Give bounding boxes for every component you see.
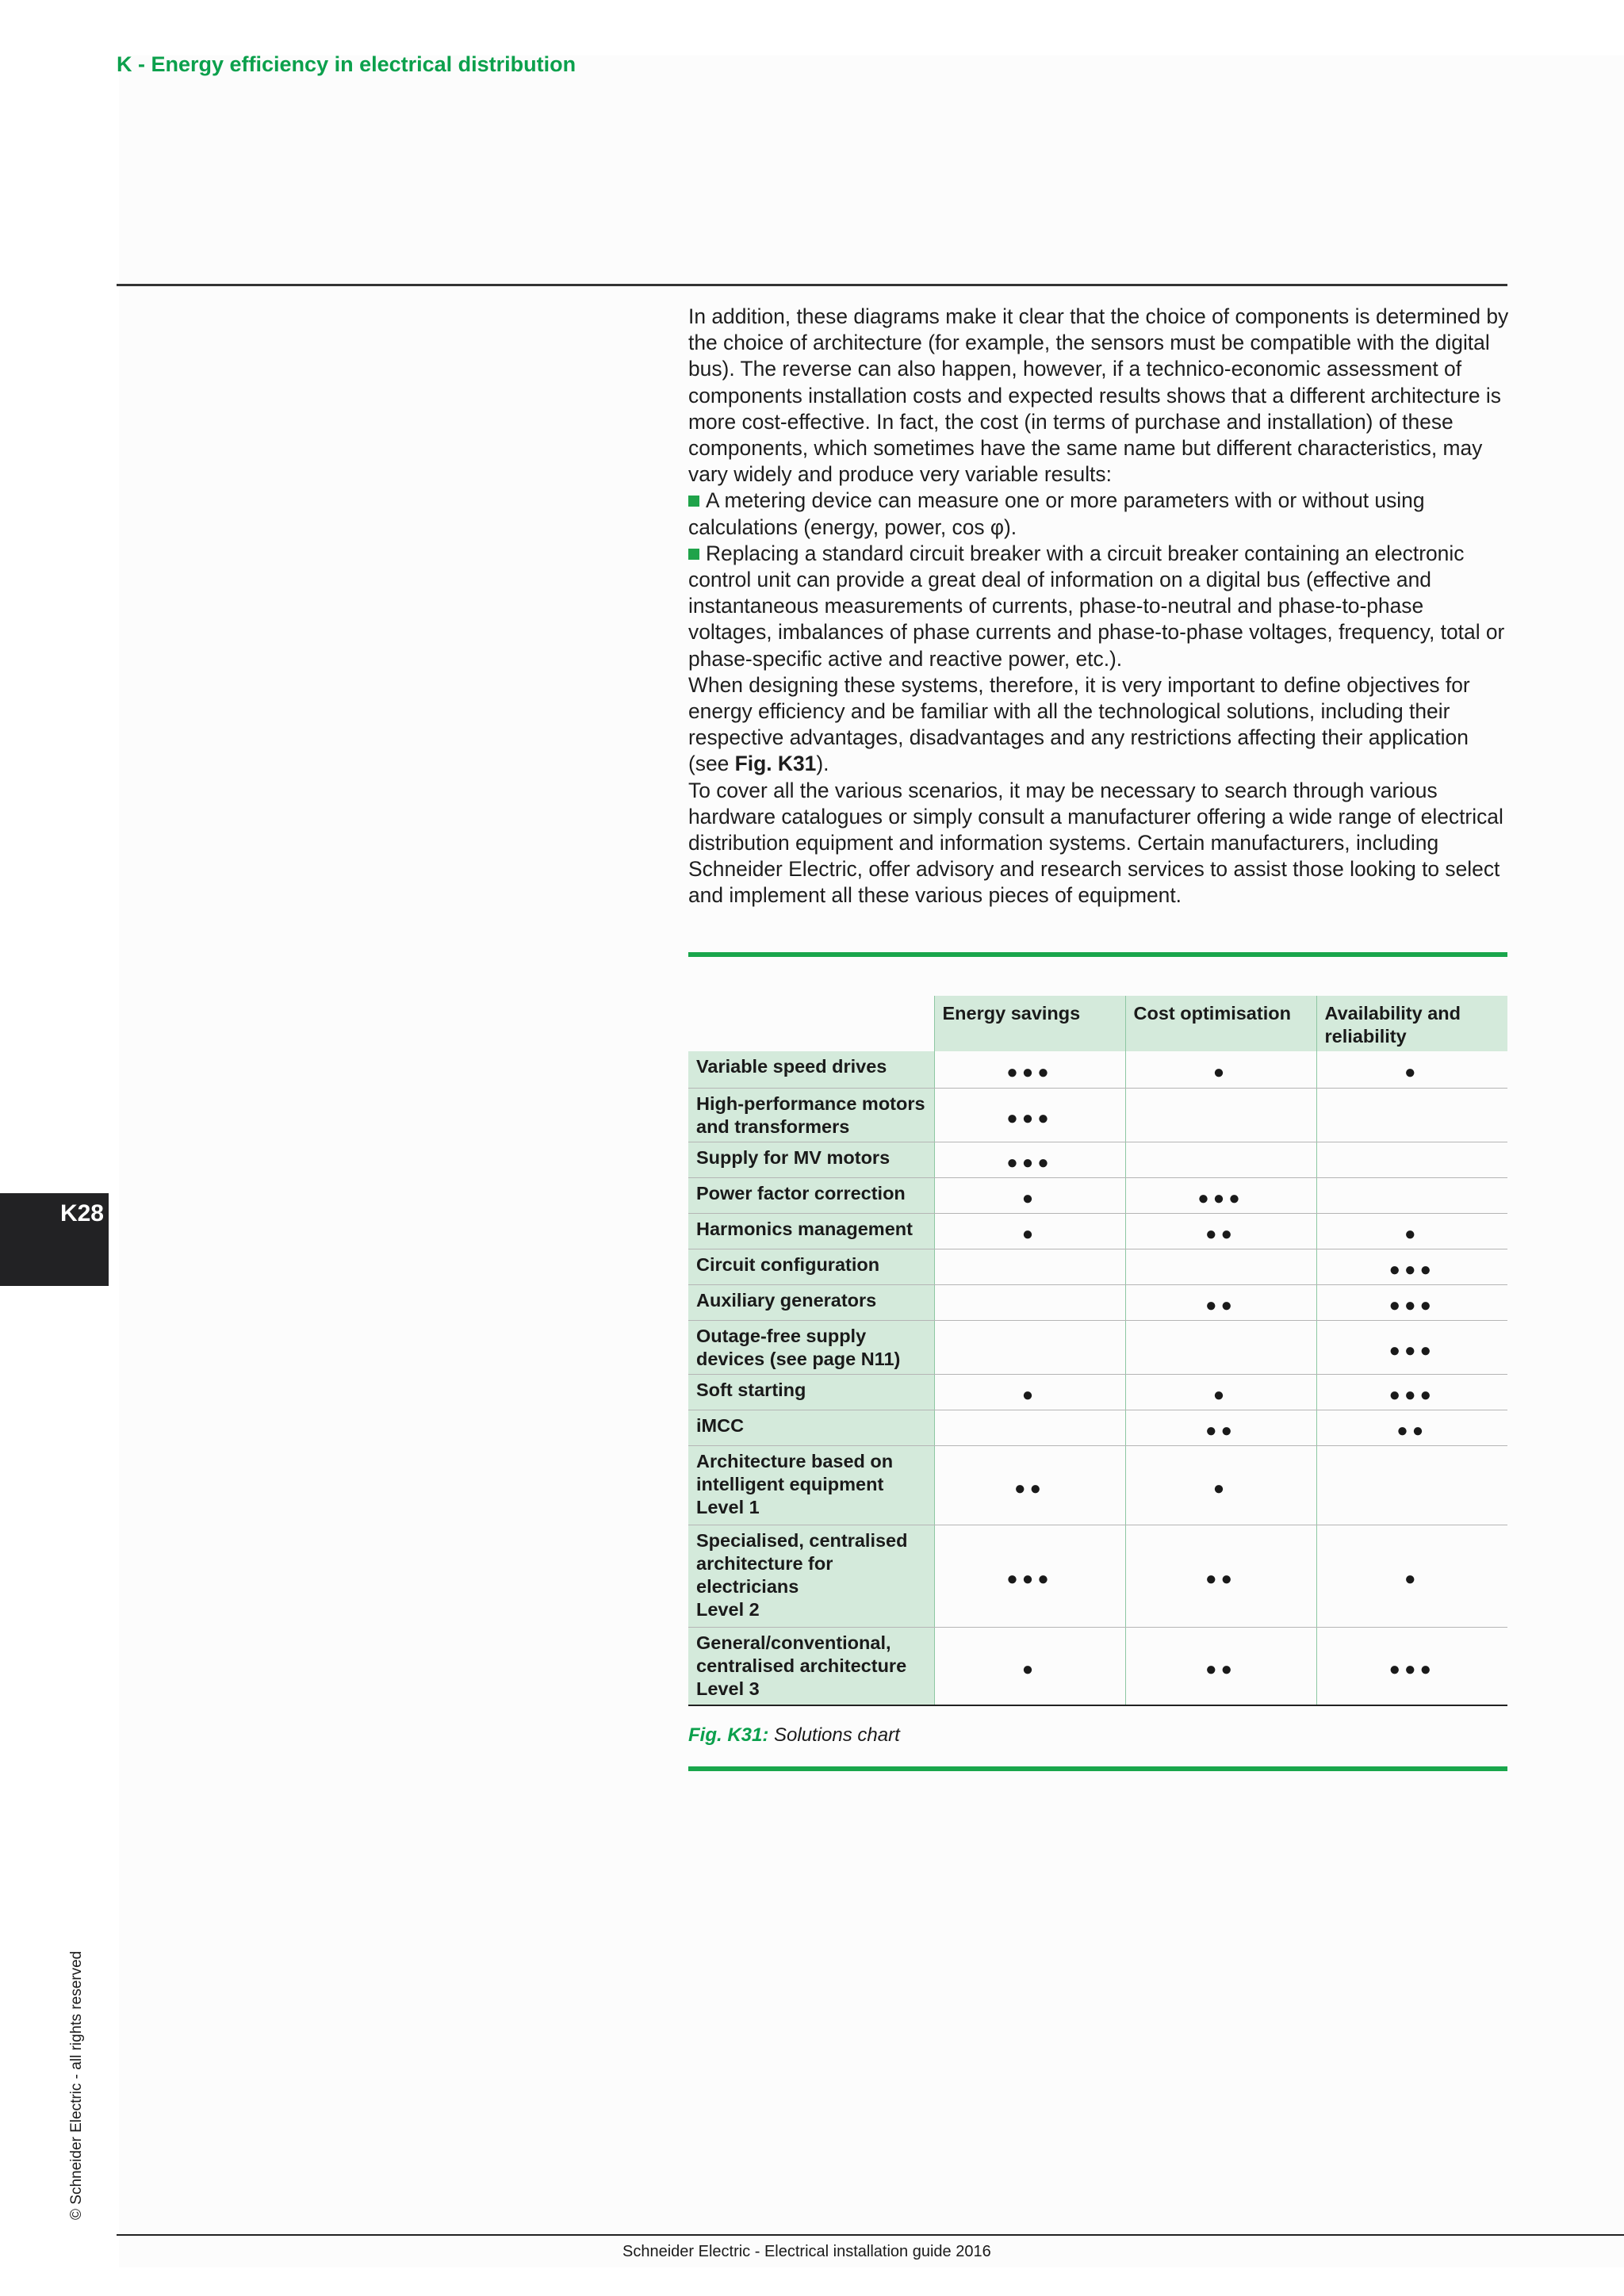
figure-caption: [688, 1724, 900, 1747]
solutions-table: [688, 996, 1507, 1706]
bullet-text-1: A metering device can measure one or more parameters with or without using calculations (energy, power, cos φ).: [688, 488, 1425, 539]
row-label: General/conventional, centralised architecture: [696, 1632, 907, 1676]
top-divider: [117, 284, 1507, 286]
rating-cell: [1316, 1374, 1507, 1410]
row-label-cell: [688, 1410, 934, 1445]
row-label-cell: [688, 1284, 934, 1320]
table-top-green-rule: [688, 952, 1507, 957]
rating-cell: [1125, 1374, 1316, 1410]
row-label-cell: [688, 1249, 934, 1284]
row-label-cell: [688, 1627, 934, 1705]
rating-cell: [934, 1088, 1125, 1142]
table-row: [688, 1088, 1507, 1142]
solutions-table-container: [688, 996, 1507, 1706]
table-row: [688, 1177, 1507, 1213]
row-level-label: Level 1: [696, 1496, 760, 1517]
table-row: [688, 1320, 1507, 1374]
footer-divider: [117, 2234, 1624, 2236]
rating-dots: ●●●: [1006, 1062, 1053, 1084]
row-label-cell: [688, 1088, 934, 1142]
rating-dots: ●: [1212, 1384, 1229, 1406]
rating-dots: ●: [1404, 1223, 1420, 1245]
row-label: Power factor correction: [696, 1182, 906, 1203]
rating-cell: [934, 1051, 1125, 1088]
row-label: High-performance motors and transformers: [696, 1093, 925, 1137]
rating-cell: [1125, 1525, 1316, 1627]
rating-cell: [1316, 1410, 1507, 1445]
rating-dots: ●: [1021, 1384, 1038, 1406]
rating-cell: [934, 1410, 1125, 1445]
rating-dots: ●: [1021, 1223, 1038, 1245]
rating-dots: ●●: [1205, 1568, 1236, 1590]
rating-cell: [934, 1249, 1125, 1284]
rating-cell: [1316, 1320, 1507, 1374]
rating-dots: ●●●: [1388, 1259, 1435, 1280]
rating-dots: ●●●: [1197, 1188, 1244, 1209]
rating-dots: ●●: [1396, 1420, 1428, 1441]
paragraph-2-end: ).: [816, 752, 829, 776]
rating-dots: ●: [1404, 1568, 1420, 1590]
row-label-cell: [688, 1374, 934, 1410]
table-row: [688, 1374, 1507, 1410]
table-row: [688, 1525, 1507, 1627]
rating-cell: [1316, 1445, 1507, 1525]
rating-dots: ●●: [1014, 1477, 1045, 1499]
table-body: [688, 1051, 1507, 1705]
rating-dots: ●●●: [1006, 1568, 1053, 1590]
rating-cell: [1125, 1445, 1316, 1525]
bullet-text-2: Replacing a standard circuit breaker with a circuit breaker containing an electronic control unit can provide a great deal of information on a digital bus (effective and instantaneous measurements of currents, phase-to-neutral and phase-to-phase voltages, imbalances of phase currents and phase-to-phase voltages, frequency, total or phase-specific active and reactive power, etc.).: [688, 541, 1505, 671]
bullet-item-2: [688, 541, 1509, 672]
rating-cell: [934, 1177, 1125, 1213]
rating-dots: ●●●: [1006, 1107, 1053, 1129]
row-label-cell: [688, 1320, 934, 1374]
rating-dots: ●: [1404, 1062, 1420, 1084]
rating-cell: [1316, 1051, 1507, 1088]
figure-label: Fig. K31:: [688, 1724, 769, 1746]
table-row: [688, 1051, 1507, 1088]
paragraph-2: [688, 672, 1509, 778]
rating-dots: ●●●: [1388, 1384, 1435, 1406]
rating-cell: [934, 1374, 1125, 1410]
square-bullet-icon: [688, 549, 699, 560]
rating-cell: [1316, 1142, 1507, 1177]
copyright-notice: © Schneider Electric - all rights reserved: [68, 1950, 85, 2220]
row-label: Specialised, centralised architecture for electricians: [696, 1529, 908, 1597]
row-label: Circuit configuration: [696, 1253, 880, 1275]
rating-cell: [934, 1142, 1125, 1177]
table-header-row: [688, 996, 1507, 1051]
row-label-cell: [688, 1177, 934, 1213]
table-row: [688, 1249, 1507, 1284]
rating-cell: [1125, 1320, 1316, 1374]
rating-cell: [1316, 1213, 1507, 1249]
rating-cell: [1125, 1177, 1316, 1213]
table-corner-cell: [688, 996, 934, 1051]
row-label-cell: [688, 1213, 934, 1249]
rating-dots: ●: [1021, 1658, 1038, 1680]
row-label: Supply for MV motors: [696, 1146, 891, 1168]
body-text: [688, 304, 1509, 909]
rating-cell: [934, 1320, 1125, 1374]
rating-cell: [1125, 1088, 1316, 1142]
rating-cell: [1125, 1249, 1316, 1284]
page-code: K28: [59, 1200, 104, 1226]
row-label: Variable speed drives: [696, 1056, 887, 1077]
rating-cell: [1125, 1142, 1316, 1177]
rating-cell: [934, 1627, 1125, 1705]
rating-cell: [1125, 1627, 1316, 1705]
rating-cell: [934, 1284, 1125, 1320]
rating-cell: [934, 1213, 1125, 1249]
table-row: [688, 1445, 1507, 1525]
rating-dots: ●●●: [1388, 1339, 1435, 1361]
row-label-cell: [688, 1445, 934, 1525]
table-bottom-green-rule: [688, 1766, 1507, 1771]
figure-caption-text: Solutions chart: [768, 1724, 900, 1746]
rating-dots: ●: [1021, 1188, 1038, 1209]
paragraph-3: To cover all the various scenarios, it may be necessary to search through various hardware catalogues or simply consult a manufacturer offering a wide range of electrical distribution equipment and information systems. Certain manufacturers, including Schneider Electric, offer advisory and research services to assist those looking to select and implement all these various pieces of equipment.: [688, 778, 1503, 908]
rating-dots: ●: [1212, 1477, 1229, 1499]
footer-text: Schneider Electric - Electrical installation guide 2016: [622, 2243, 991, 2260]
rating-cell: [1125, 1410, 1316, 1445]
paragraph-1: In addition, these diagrams make it clear that the choice of components is determined by the choice of architecture (for example, the sensors must be compatible with the digital bus). The reverse can also happen, however, if a technico-economic assessment of components installation costs and expected results shows that a different architecture is more cost-effective. In fact, the cost (in terms of purchase and installation) of these components, which sometimes have the same name but different characteristics, may vary widely and produce very variable results:: [688, 304, 1509, 487]
row-label: Soft starting: [696, 1379, 806, 1400]
bullet-item-1: [688, 488, 1509, 540]
rating-cell: [1316, 1177, 1507, 1213]
rating-cell: [1316, 1249, 1507, 1284]
rating-dots: ●●: [1205, 1295, 1236, 1316]
rating-dots: ●●●: [1006, 1152, 1053, 1173]
rating-cell: [1316, 1284, 1507, 1320]
column-header: Availability and reliability: [1316, 996, 1507, 1051]
row-label-cell: [688, 1051, 934, 1088]
row-label: Architecture based on intelligent equipment: [696, 1450, 894, 1494]
row-level-label: Level 3: [696, 1678, 760, 1699]
rating-dots: ●●: [1205, 1658, 1236, 1680]
rating-cell: [1125, 1213, 1316, 1249]
rating-cell: [1125, 1284, 1316, 1320]
rating-dots: ●: [1212, 1062, 1229, 1084]
table-row: [688, 1142, 1507, 1177]
column-header: Energy savings: [934, 996, 1125, 1051]
rating-cell: [1125, 1051, 1316, 1088]
rating-cell: [1316, 1088, 1507, 1142]
table-row: [688, 1213, 1507, 1249]
chapter-title: K - Energy efficiency in electrical distribution: [117, 52, 576, 76]
row-label: Harmonics management: [696, 1218, 913, 1239]
rating-cell: [1316, 1525, 1507, 1627]
rating-cell: [934, 1525, 1125, 1627]
rating-dots: ●●●: [1388, 1295, 1435, 1316]
rating-dots: ●●: [1205, 1420, 1236, 1441]
rating-dots: ●●●: [1388, 1658, 1435, 1680]
row-label: iMCC: [696, 1414, 745, 1436]
rating-dots: ●●: [1205, 1223, 1236, 1245]
column-header: Cost optimisation: [1125, 996, 1316, 1051]
paragraph-2-text: When designing these systems, therefore, it is very important to define objectives for energy efficiency and be familiar with all the technological solutions, including their respective advantages, disadvantages and any restrictions affecting their application (see: [688, 672, 1470, 776]
rating-cell: [934, 1445, 1125, 1525]
figure-reference: Fig. K31: [734, 752, 817, 776]
row-label-cell: [688, 1142, 934, 1177]
row-label-cell: [688, 1525, 934, 1627]
square-bullet-icon: [688, 496, 699, 507]
table-row: [688, 1627, 1507, 1705]
row-level-label: Level 2: [696, 1598, 760, 1620]
page-tab: [0, 1193, 109, 1286]
table-row: [688, 1284, 1507, 1320]
rating-cell: [1316, 1627, 1507, 1705]
table-row: [688, 1410, 1507, 1445]
row-label: Auxiliary generators: [696, 1289, 877, 1311]
row-label: Outage-free supply devices (see page N11): [696, 1325, 901, 1369]
